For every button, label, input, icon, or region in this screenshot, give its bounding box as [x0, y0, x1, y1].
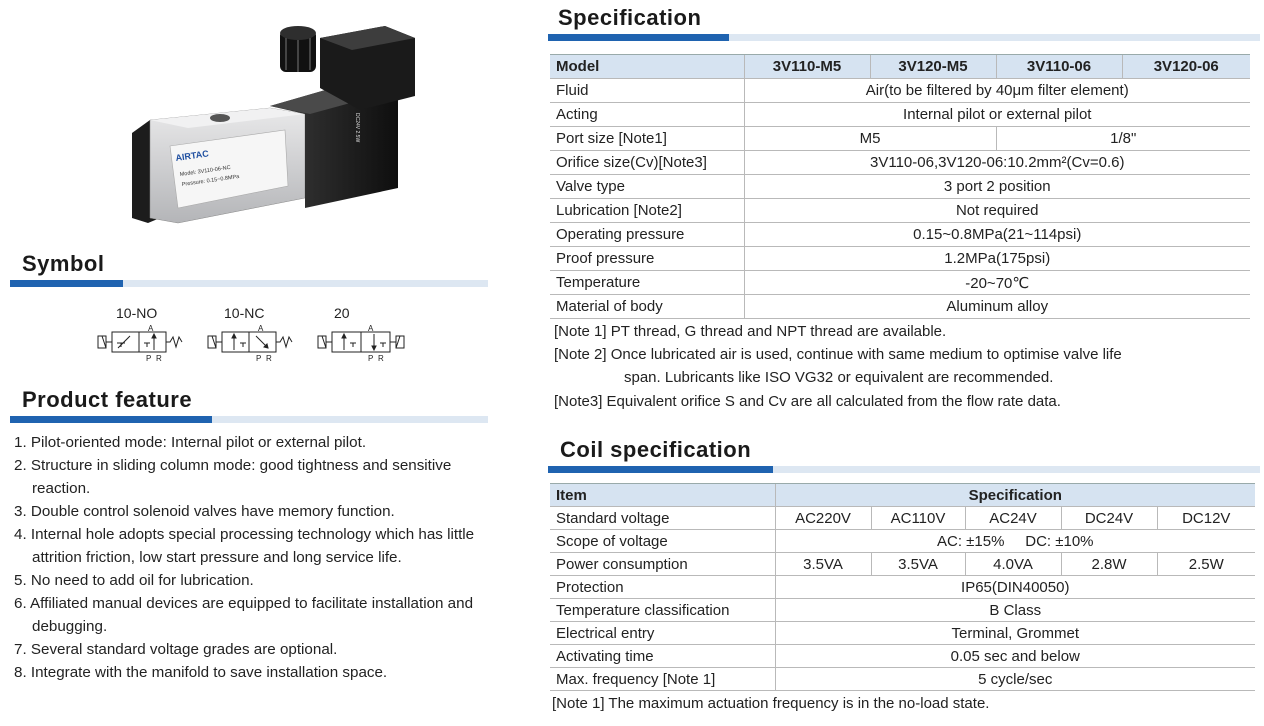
coil-specification-heading: Coil specification: [560, 437, 752, 462]
symbol-heading: Symbol: [22, 251, 105, 276]
table-row: Proof pressure 1.2MPa(175psi): [550, 247, 1250, 271]
svg-text:R: R: [156, 354, 162, 363]
spec-header-row: Model 3V110-M5 3V120-M5 3V110-06 3V120-06: [550, 55, 1250, 79]
feature-list: [14, 431, 494, 684]
specification-notes: [554, 320, 1254, 413]
svg-text:A: A: [368, 324, 374, 333]
specification-heading-bar: [548, 34, 1260, 41]
left-column: [0, 0, 500, 726]
table-row: Electrical entry Terminal, Grommet: [550, 622, 1255, 645]
table-row: Temperature -20~70℃: [550, 271, 1250, 295]
table-row: Temperature classification B Class: [550, 599, 1255, 622]
note-1: [Note 1] PT thread, G thread and NPT thread are available.: [554, 323, 947, 340]
right-column: [548, 0, 1260, 726]
table-row: Orifice size(Cv)[Note3] 3V110-06,3V120-06:10.2mm²(Cv=0.6): [550, 151, 1250, 175]
symbol-10no-diagram: [96, 322, 184, 364]
specification-heading: Specification: [558, 5, 702, 30]
table-row: Acting Internal pilot or external pilot: [550, 103, 1250, 127]
product-feature-heading-bar: [10, 416, 488, 423]
svg-text:P: P: [256, 354, 262, 363]
symbol-heading-bar: [10, 280, 488, 287]
symbol-label-20: 20: [334, 305, 350, 321]
feature-item: 2. Structure in sliding column mode: good tightness and sensitive reaction.: [14, 457, 452, 497]
symbol-20-diagram: [316, 322, 408, 364]
table-row: Valve type 3 port 2 position: [550, 175, 1250, 199]
pressure-text: Pressure: 0.15~0.8MPa: [181, 173, 240, 188]
coil-specification-table: [550, 483, 1255, 691]
feature-item: 3. Double control solenoid valves have memory function.: [14, 503, 395, 520]
table-row: Scope of voltage AC: ±15% DC: ±10%: [550, 530, 1255, 553]
product-feature-heading: Product feature: [22, 387, 193, 412]
svg-text:R: R: [266, 354, 272, 363]
svg-text:R: R: [378, 354, 384, 363]
coil-text: DC24V 2.5W: [354, 113, 360, 143]
brand-text: AIRTAC: [174, 148, 210, 163]
feature-item: 4. Internal hole adopts special processing technology which has little attrition friction, low start pressure and long service life.: [14, 526, 475, 566]
note-2-continued: span. Lubricants like ISO VG32 or equivalent are recommended.: [624, 369, 1054, 386]
feature-item: 8. Integrate with the manifold to save installation space.: [14, 664, 388, 681]
table-row: Power consumption 3.5VA 3.5VA 4.0VA 2.8W 2.5W: [550, 553, 1255, 576]
table-row: Activating time 0.05 sec and below: [550, 645, 1255, 668]
table-row: Fluid Air(to be filtered by 40μm filter element): [550, 79, 1250, 103]
table-row: Operating pressure 0.15~0.8MPa(21~114psi): [550, 223, 1250, 247]
feature-item: 5. No need to add oil for lubrication.: [14, 572, 254, 589]
svg-text:A: A: [258, 324, 264, 333]
table-row: Material of body Aluminum alloy: [550, 295, 1250, 319]
table-row: Max. frequency [Note 1] 5 cycle/sec: [550, 668, 1255, 691]
svg-text:A: A: [148, 324, 154, 333]
svg-text:P: P: [146, 354, 152, 363]
table-row: Port size [Note1] M5 1/8": [550, 127, 1250, 151]
symbol-label-10no: 10-NO: [116, 305, 158, 321]
model-text: Model: 3V110-06-NC: [179, 164, 232, 178]
feature-item: 7. Several standard voltage grades are optional.: [14, 641, 338, 658]
note-3: [Note3] Equivalent orifice S and Cv are all calculated from the flow rate data.: [554, 393, 1061, 410]
svg-text:P: P: [368, 354, 374, 363]
feature-item: 6. Affiliated manual devices are equipped to facilitate installation and debugging.: [14, 595, 474, 635]
table-row: Protection IP65(DIN40050): [550, 576, 1255, 599]
symbol-10nc-diagram: [206, 322, 294, 364]
coil-specification-heading-bar: [548, 466, 1260, 473]
coil-header-row: Item Specification: [550, 484, 1255, 507]
table-row: Standard voltage AC220V AC110V AC24V DC24V DC12V: [550, 507, 1255, 530]
coil-note: [Note 1] The maximum actuation frequency is in the no-load state.: [552, 695, 990, 712]
valve-product-image: [130, 18, 420, 228]
symbol-label-10nc: 10-NC: [224, 305, 265, 321]
feature-item: 1. Pilot-oriented mode: Internal pilot or external pilot.: [14, 434, 367, 451]
table-row: Lubrication [Note2] Not required: [550, 199, 1250, 223]
specification-table: [550, 54, 1250, 319]
note-2: [Note 2] Once lubricated air is used, continue with same medium to optimise valve life: [554, 346, 1122, 363]
